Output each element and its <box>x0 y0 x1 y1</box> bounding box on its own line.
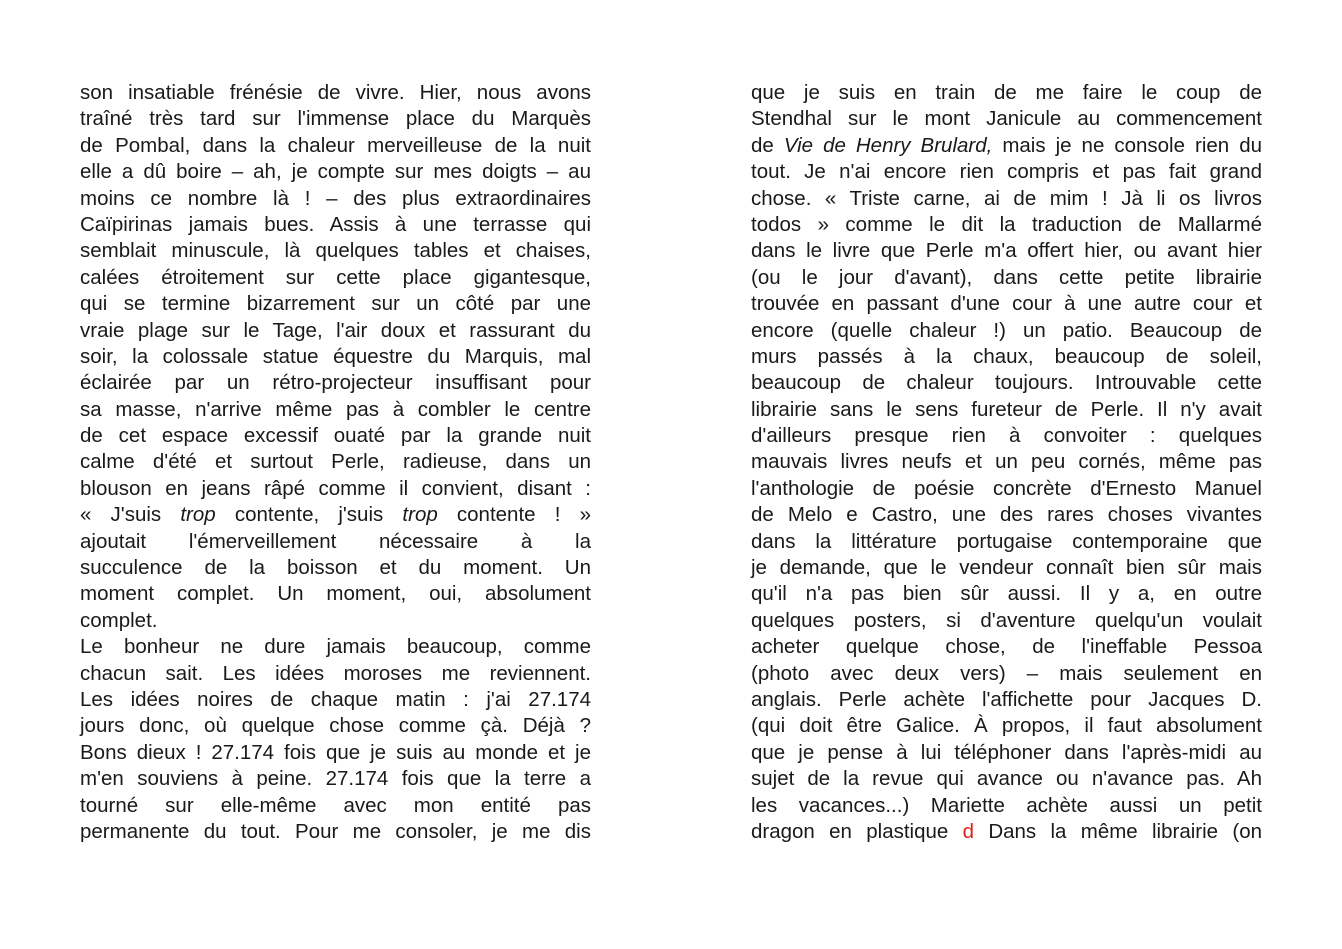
text-line: ajoutait l'émerveillement nécessaire à la <box>80 529 591 553</box>
text-line: Bons dieux ! 27.174 fois que je suis au monde et je <box>80 740 591 764</box>
paragraph-end-line: complet. <box>80 608 158 632</box>
title-prefix: de <box>751 133 784 157</box>
text-line: qu'il n'a pas bien sûr aussi. Il y a, en outre <box>751 582 1262 606</box>
text-line: tout. Je n'ai encore rien compris et pas fait grand <box>751 160 1262 184</box>
text-line: blouson en jeans râpé comme il convient, disant : <box>80 476 591 500</box>
text-line: murs passés à la chaux, beaucoup de soleil, <box>751 344 1262 368</box>
text-line: (qui doit être Galice. À propos, il faut absolument <box>751 714 1262 738</box>
text-line: tourné sur elle-même avec mon entité pas <box>80 793 591 817</box>
text-line: librairie sans le sens fureteur de Perle. Il n'y avait <box>751 397 1262 421</box>
quote-line <box>80 502 591 528</box>
marked-line <box>751 819 1262 845</box>
quote-emphasis: trop <box>180 503 216 527</box>
text-line: (photo avec deux vers) – mais seulement en <box>751 661 1262 685</box>
red-mark: d <box>962 819 975 843</box>
text-line: chacun sait. Les idées moroses me reviennent. <box>80 661 591 685</box>
text-line: de cet espace excessif ouaté par la grande nuit <box>80 424 591 448</box>
text-line: je demande, que le vendeur connaît bien sûr mais <box>751 556 1262 580</box>
text-line: l'anthologie de poésie concrète d'Ernesto Manuel <box>751 476 1262 500</box>
text-line: éclairée par un rétro-projecteur insuffisant pour <box>80 371 591 395</box>
marked-prefix: dragon en plastique <box>751 819 963 843</box>
text-line: qui se termine bizarrement sur un côté par une <box>80 292 591 316</box>
text-line: mauvais livres neufs et un peu cornés, même pas <box>751 450 1262 474</box>
text-line: Caïpirinas jamais bues. Assis à une terrasse qui <box>80 212 591 236</box>
text-line: traîné très tard sur l'immense place du Marquès <box>80 107 591 131</box>
text-line: anglais. Perle achète l'affichette pour Jacques D. <box>751 687 1262 711</box>
text-line: encore (quelle chaleur !) un patio. Beaucoup de <box>751 318 1262 342</box>
text-line: les vacances...) Mariette achète aussi un petit <box>751 793 1262 817</box>
left-page <box>80 80 591 845</box>
text-line: elle a dû boire – ah, je compte sur mes doigts – au <box>80 160 591 184</box>
marked-suffix: Dans la même librairie (on <box>974 819 1263 843</box>
title-suffix: mais je ne console rien du <box>992 133 1262 157</box>
text-line: succulence de la boisson et du moment. Un <box>80 556 591 580</box>
text-line: de Pombal, dans la chaleur merveilleuse de la nuit <box>80 133 591 157</box>
text-line: que je suis en train de me faire le coup de <box>751 81 1262 104</box>
text-line: que je pense à lui téléphoner dans l'après-midi au <box>751 740 1262 764</box>
text-line: permanente du tout. Pour me consoler, je me dis <box>80 819 591 843</box>
text-line: beaucoup de chaleur toujours. Introuvable cette <box>751 371 1262 395</box>
quote-part: contente, j'suis <box>215 503 403 527</box>
text-line: semblait minuscule, là quelques tables et chaises, <box>80 239 591 263</box>
quote-part: contente ! » <box>437 503 591 527</box>
text-line: calme d'été et surtout Perle, radieuse, dans un <box>80 450 591 474</box>
text-line: Les idées noires de chaque matin : j'ai 27.174 <box>80 687 591 711</box>
text-line: son insatiable frénésie de vivre. Hier, nous avons <box>80 81 591 104</box>
text-line: sujet de la revue qui avance ou n'avance pas. Ah <box>751 767 1262 791</box>
text-line: jours donc, où quelque chose comme çà. Déjà ? <box>80 714 591 738</box>
text-line: (ou le jour d'avant), dans cette petite librairie <box>751 265 1262 289</box>
text-line: de Melo e Castro, une des rares choses vivantes <box>751 503 1262 527</box>
text-line: dans le livre que Perle m'a offert hier, ou avant hier <box>751 239 1262 263</box>
text-line: acheter quelque chose, de l'ineffable Pessoa <box>751 635 1262 659</box>
text-line: chose. « Triste carne, ai de mim ! Jà li os livros <box>751 186 1262 210</box>
text-line: todos » comme le dit la traduction de Mallarmé <box>751 212 1262 236</box>
text-line: Le bonheur ne dure jamais beaucoup, comme <box>80 635 591 659</box>
text-line: sa masse, n'arrive même pas à combler le centre <box>80 397 591 421</box>
text-line: calées étroitement sur cette place gigantesque, <box>80 265 591 289</box>
text-line: Stendhal sur le mont Janicule au commencement <box>751 107 1262 131</box>
text-line: trouvée en passant d'une cour à une autre cour et <box>751 292 1262 316</box>
text-line: d'ailleurs presque rien à convoiter : quelques <box>751 424 1262 448</box>
quote-emphasis: trop <box>402 503 438 527</box>
quote-part: « J'suis <box>80 503 181 527</box>
text-line: moment complet. Un moment, oui, absolument <box>80 582 591 606</box>
text-line: moins ce nombre là ! – des plus extraordinaires <box>80 186 591 210</box>
text-line: quelques posters, si d'aventure quelqu'un voulait <box>751 608 1262 632</box>
text-line: m'en souviens à peine. 27.174 fois que la terre a <box>80 767 591 791</box>
text-line: vraie plage sur le Tage, l'air doux et rassurant du <box>80 318 591 342</box>
text-line: soir, la colossale statue équestre du Marquis, mal <box>80 344 591 368</box>
text-line: dans la littérature portugaise contemporaine que <box>751 529 1262 553</box>
book-title-line <box>751 133 1262 159</box>
right-page <box>751 80 1262 845</box>
book-title: Vie de Henry Brulard, <box>783 133 993 157</box>
